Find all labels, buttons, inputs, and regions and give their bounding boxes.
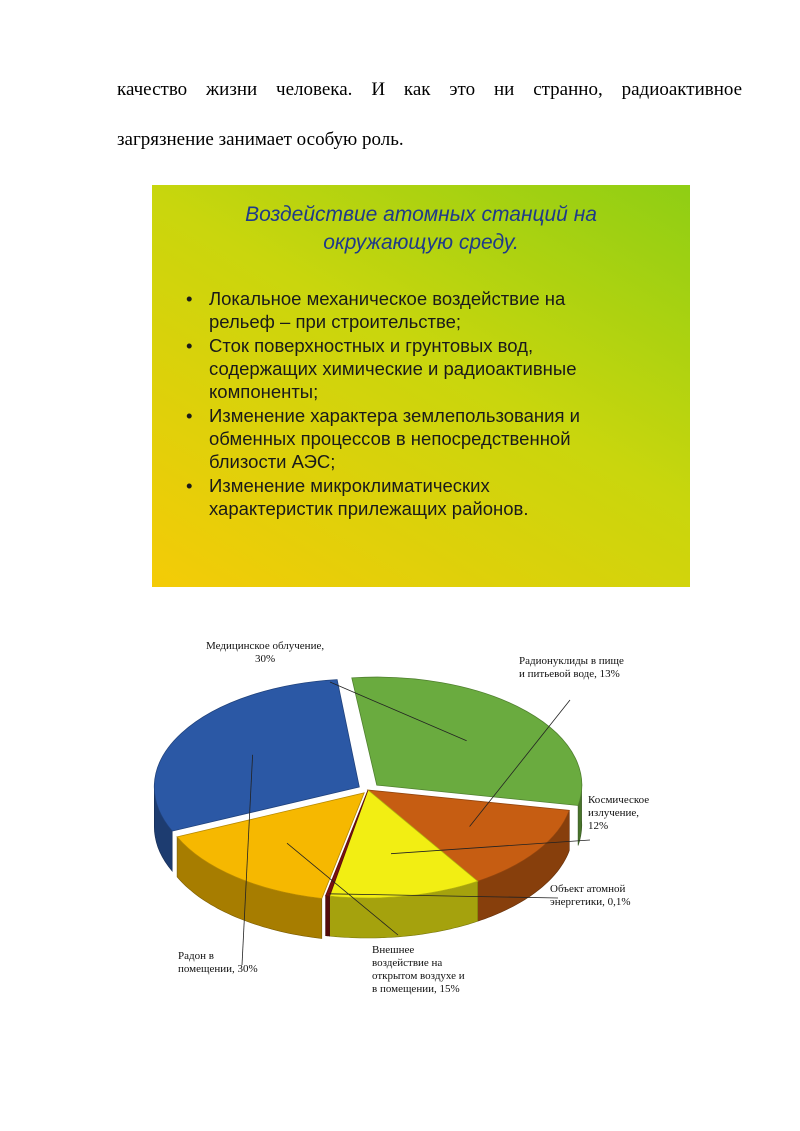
word: качество <box>117 79 188 100</box>
bullet-text: рельеф – при строительстве; <box>209 311 462 332</box>
label-medical <box>206 640 324 666</box>
word: жизни <box>206 79 258 100</box>
slide-bullet-list <box>186 287 676 520</box>
bullet-text: близости АЭС; <box>209 451 336 472</box>
label-line: Медицинское облучение, <box>206 640 325 652</box>
pie-slices <box>154 677 582 938</box>
bullet-item <box>186 404 676 473</box>
body-text-line-1 <box>117 78 742 102</box>
label-line: 30% <box>254 653 276 665</box>
bullet-text: Изменение микроклиматических <box>209 475 490 496</box>
word: радиоактивное <box>621 79 743 100</box>
bullet-text: содержащих химические и радиоактивные <box>209 358 577 379</box>
word: это <box>449 79 476 100</box>
label-line: и питьевой воде, 13% <box>519 668 620 680</box>
label-line: энергетики, 0,1% <box>550 896 631 908</box>
label-line: Внешнее <box>372 944 415 956</box>
pie-slice-0 <box>352 677 582 805</box>
label-line: Радон в <box>178 950 214 962</box>
label-line: в помещении, 15% <box>372 983 460 995</box>
label-line: Космическое <box>588 794 650 806</box>
bullet-text: характеристик прилежащих районов. <box>209 498 529 519</box>
pie-chart <box>150 630 670 1010</box>
label-line: открытом воздухе и <box>372 970 465 982</box>
bullet-text: Сток поверхностных и грунтовых вод, <box>209 335 534 356</box>
word: ни <box>494 79 515 100</box>
bullet-item <box>186 334 676 403</box>
slide-title-line: Воздействие атомных станций на <box>245 203 597 226</box>
label-line: помещении, 30% <box>178 963 258 975</box>
label-cosmic <box>588 794 649 833</box>
word: И <box>371 79 386 100</box>
label-external <box>372 944 465 996</box>
label-food <box>519 655 624 681</box>
label-line: Радионуклиды в пище <box>519 655 624 667</box>
bullet-icon: • <box>186 288 193 309</box>
word: как <box>403 79 431 100</box>
word: странно, <box>533 79 603 100</box>
label-nuclear <box>550 883 631 909</box>
bullet-icon: • <box>186 335 193 356</box>
slide-title <box>152 201 690 257</box>
bullet-icon: • <box>186 475 193 496</box>
label-line: излучение, <box>588 807 640 819</box>
pie-slice-side-3 <box>326 896 330 936</box>
label-line: воздействие на <box>372 957 443 969</box>
bullet-item <box>186 287 676 333</box>
bullet-text: Изменение характера землепользования и <box>209 405 580 426</box>
bullet-item <box>186 474 676 520</box>
body-text-line-2: загрязнение занимает особую роль. <box>117 129 404 150</box>
bullet-text: Локальное механическое воздействие на <box>209 288 566 309</box>
word: человека. <box>276 79 353 100</box>
bullet-text: обменных процессов в непосредственной <box>209 428 571 449</box>
label-radon <box>178 950 258 976</box>
bullet-text: компоненты; <box>209 381 319 402</box>
slide-title-line: окружающую среду. <box>323 231 519 254</box>
bullet-icon: • <box>186 405 193 426</box>
slide-image <box>152 185 690 587</box>
label-line: 12% <box>588 820 609 832</box>
label-line: Объект атомной <box>550 883 626 895</box>
